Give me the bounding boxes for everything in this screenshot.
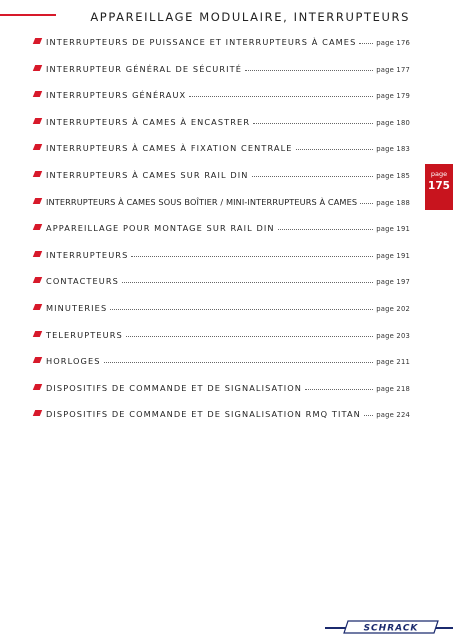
toc-entry[interactable]	[34, 143, 410, 170]
dot-leader	[364, 414, 373, 416]
toc-entry-label: INTERRUPTEURS À CAMES SUR RAIL DIN	[46, 169, 249, 180]
bullet-icon	[33, 144, 42, 150]
toc-entry[interactable]	[34, 356, 410, 383]
toc-entry-page: page 191	[376, 251, 410, 260]
bullet-icon	[33, 277, 42, 283]
toc-entry[interactable]	[34, 37, 410, 64]
toc-entry-page: page 177	[376, 65, 410, 74]
toc-entry-label: INTERRUPTEURS À CAMES À FIXATION CENTRALE	[46, 143, 293, 154]
toc-entry-page: page 224	[376, 411, 410, 420]
bullet-icon	[33, 65, 42, 71]
dot-leader	[305, 388, 373, 390]
toc-entry-label: INTERRUPTEURS DE PUISSANCE ET INTERRUPTEURS À CAMES	[46, 37, 357, 47]
top-accent-rule	[0, 14, 56, 16]
toc-entry-page: page 176	[376, 39, 410, 47]
current-page-tab	[425, 164, 453, 210]
toc-entry[interactable]	[34, 250, 410, 277]
toc-entry-label: TELERUPTEURS	[46, 329, 123, 340]
toc-entry[interactable]	[34, 170, 410, 197]
toc-entry-label: INTERRUPTEURS À CAMES À ENCASTRER	[46, 116, 251, 127]
dot-leader	[126, 335, 374, 337]
bullet-icon	[33, 331, 42, 337]
toc-entry-page: page 180	[376, 118, 410, 127]
toc-entry-label: HORLOGES	[46, 356, 101, 367]
bullet-icon	[33, 224, 42, 230]
toc-entry[interactable]	[34, 223, 410, 250]
page-number: 175	[428, 180, 450, 192]
toc-entry-label: INTERRUPTEUR GÉNÉRAL DE SÉCURITÉ	[46, 63, 243, 74]
dot-leader	[131, 255, 373, 257]
logo-text: SCHRACK	[363, 623, 419, 634]
toc-entry[interactable]	[34, 409, 410, 436]
dot-leader	[110, 308, 373, 310]
page-title: APPAREILLAGE MODULAIRE, INTERRUPTEURS	[90, 10, 410, 24]
toc-entry-label: CONTACTEURS	[46, 276, 119, 287]
dot-leader	[104, 361, 374, 363]
toc-entry[interactable]	[34, 117, 410, 144]
bullet-icon	[33, 251, 42, 257]
toc-entry-page: page 197	[376, 278, 410, 287]
bullet-icon	[33, 118, 42, 124]
table-of-contents	[34, 37, 410, 436]
toc-entry-label: INTERRUPTEURS GÉNÉRAUX	[46, 90, 187, 101]
dot-leader	[359, 42, 373, 44]
dot-leader	[253, 122, 373, 124]
toc-entry-page: page 211	[376, 358, 410, 367]
bullet-icon	[33, 91, 42, 97]
toc-entry[interactable]	[34, 197, 410, 224]
toc-entry[interactable]	[34, 90, 410, 117]
toc-entry-page: page 179	[376, 92, 410, 101]
toc-entry-page: page 218	[376, 384, 410, 393]
toc-entry-page: page 203	[376, 331, 410, 340]
dot-leader	[189, 95, 373, 97]
toc-entry-label: MINUTERIES	[46, 302, 108, 313]
toc-entry-page: page 188	[376, 198, 410, 207]
dot-leader	[360, 202, 373, 204]
toc-entry-page: page 202	[376, 304, 410, 313]
toc-entry-page: page 183	[376, 145, 410, 154]
toc-entry-label: APPAREILLAGE POUR MONTAGE SUR RAIL DIN	[46, 223, 275, 234]
toc-entry-label: DISPOSITIFS DE COMMANDE ET DE SIGNALISATION RMQ TITAN	[46, 409, 361, 420]
toc-entry-label: INTERRUPTEURS À CAMES SOUS BOÎTIER / MINI-INTERRUPTEURS À CAMES	[46, 196, 358, 207]
toc-entry[interactable]	[34, 276, 410, 303]
bullet-icon	[33, 198, 42, 204]
bullet-icon	[33, 357, 42, 363]
toc-entry-page: page 185	[376, 171, 410, 180]
bullet-icon	[33, 410, 42, 416]
dot-leader	[278, 228, 374, 230]
page-word: page	[430, 170, 448, 178]
toc-entry[interactable]	[34, 64, 410, 91]
dot-leader	[122, 281, 373, 283]
toc-entry-label: DISPOSITIFS DE COMMANDE ET DE SIGNALISATION	[46, 382, 302, 393]
toc-entry[interactable]	[34, 383, 410, 410]
schrack-logo	[340, 620, 440, 634]
bullet-icon	[33, 384, 42, 390]
toc-entry-label: INTERRUPTEURS	[46, 249, 129, 260]
toc-entry[interactable]	[34, 330, 410, 357]
dot-leader	[252, 175, 374, 177]
toc-entry[interactable]	[34, 303, 410, 330]
dot-leader	[296, 148, 374, 150]
bullet-icon	[33, 38, 42, 44]
bullet-icon	[33, 304, 42, 310]
toc-entry-page: page 191	[376, 225, 410, 234]
bullet-icon	[33, 171, 42, 177]
dot-leader	[245, 69, 373, 71]
